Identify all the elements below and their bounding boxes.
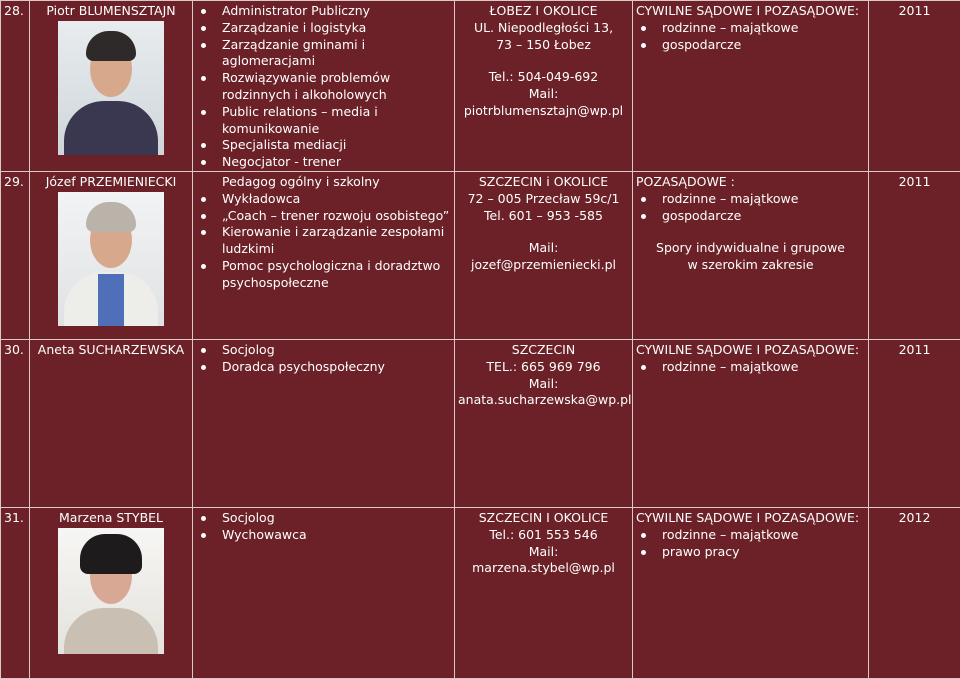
- list-item: Zarządzanie i logistyka: [222, 20, 451, 37]
- list-item: Wykładowca: [222, 191, 451, 208]
- table-row: [1, 1, 960, 172]
- person-name: Marzena STYBEL: [33, 510, 189, 527]
- mail-label: Mail:: [458, 86, 629, 103]
- list-item: rodzinne – majątkowe: [662, 527, 865, 544]
- address-line: SZCZECIN i OKOLICE: [458, 174, 629, 191]
- area-title: POZASĄDOWE :: [636, 174, 865, 191]
- list-item: Socjolog: [222, 342, 451, 359]
- specializations-list: [196, 3, 451, 171]
- area-title: CYWILNE SĄDOWE I POZASĄDOWE:: [636, 3, 865, 20]
- person-name: Piotr BLUMENSZTAJN: [33, 3, 189, 20]
- person-cell: [30, 507, 193, 678]
- area-note-line: w szerokim zakresie: [636, 257, 865, 274]
- area-title: CYWILNE SĄDOWE I POZASĄDOWE:: [636, 510, 865, 527]
- spec-intro: Pedagog ogólny i szkolny: [196, 174, 451, 191]
- areas-list: [636, 527, 865, 561]
- specializations-list: [196, 510, 451, 544]
- email-link[interactable]: anata.sucharzewska@wp.pl: [458, 392, 629, 409]
- person-name: Aneta SUCHARZEWSKA: [33, 342, 189, 359]
- address-line: Tel. 601 – 953 -585: [458, 208, 629, 225]
- address-cell: [455, 339, 633, 507]
- list-item: Pomoc psychologiczna i doradztwo psychospołeczne: [222, 258, 451, 292]
- list-item: Wychowawca: [222, 527, 451, 544]
- specializations-cell: [193, 171, 455, 339]
- person-cell: [30, 339, 193, 507]
- person-cell: [30, 171, 193, 339]
- year-cell: 2011: [869, 339, 960, 507]
- row-number: 28.: [1, 1, 30, 172]
- year-cell: 2011: [869, 171, 960, 339]
- area-cell: [633, 339, 869, 507]
- address-line: ŁOBEZ I OKOLICE: [458, 3, 629, 20]
- areas-list: [636, 20, 865, 54]
- address-line: 73 – 150 Łobez: [458, 37, 629, 54]
- person-cell: [30, 1, 193, 172]
- address-line: 72 – 005 Przecław 59c/1: [458, 191, 629, 208]
- phone-text: TEL.: 665 969 796: [458, 359, 629, 376]
- list-item: Negocjator - trener: [222, 154, 451, 171]
- person-photo: [58, 528, 164, 654]
- list-item: Specjalista mediacji: [222, 137, 451, 154]
- specializations-cell: [193, 339, 455, 507]
- list-item: Public relations – media i komunikowanie: [222, 104, 451, 138]
- area-title: CYWILNE SĄDOWE I POZASĄDOWE:: [636, 342, 865, 359]
- email-link[interactable]: piotrblumensztajn@wp.pl: [458, 103, 629, 120]
- person-name: Józef PRZEMIENIECKI: [33, 174, 189, 191]
- address-line: SZCZECIN I OKOLICE: [458, 510, 629, 527]
- list-item: Administrator Publiczny: [222, 3, 451, 20]
- list-item: rodzinne – majątkowe: [662, 359, 865, 376]
- table-row: [1, 171, 960, 339]
- list-item: gospodarcze: [662, 37, 865, 54]
- list-item: prawo pracy: [662, 544, 865, 561]
- list-item: rodzinne – majątkowe: [662, 20, 865, 37]
- list-item: rodzinne – majątkowe: [662, 191, 865, 208]
- table-row: [1, 339, 960, 507]
- year-cell: 2011: [869, 1, 960, 172]
- mail-label: Mail:: [458, 376, 629, 393]
- list-item: Zarządzanie gminami i aglomeracjami: [222, 37, 451, 71]
- area-cell: [633, 171, 869, 339]
- list-item: Doradca psychospołeczny: [222, 359, 451, 376]
- area-cell: [633, 1, 869, 172]
- year-cell: 2012: [869, 507, 960, 678]
- list-item: „Coach – trener rozwoju osobistego”: [222, 208, 451, 225]
- phone-text: Tel.: 601 553 546: [458, 527, 629, 544]
- table-row: [1, 507, 960, 678]
- address-line: UL. Niepodległości 13,: [458, 20, 629, 37]
- row-number: 31.: [1, 507, 30, 678]
- list-item: Rozwiązywanie problemów rodzinnych i alkoholowych: [222, 70, 451, 104]
- areas-list: [636, 191, 865, 225]
- address-cell: [455, 171, 633, 339]
- email-link[interactable]: Mail: marzena.stybel@wp.pl: [458, 544, 629, 578]
- phone-text: Tel.: 504-049-692: [458, 69, 629, 86]
- person-photo: [58, 21, 164, 155]
- address-cell: [455, 507, 633, 678]
- areas-list: [636, 359, 865, 376]
- list-item: Socjolog: [222, 510, 451, 527]
- row-number: 29.: [1, 171, 30, 339]
- row-number: 30.: [1, 339, 30, 507]
- specializations-cell: [193, 1, 455, 172]
- specializations-cell: [193, 507, 455, 678]
- person-photo: [58, 192, 164, 326]
- specializations-list: [196, 191, 451, 292]
- area-note-line: Spory indywidualne i grupowe: [636, 240, 865, 257]
- specializations-list: [196, 342, 451, 376]
- address-line: SZCZECIN: [458, 342, 629, 359]
- list-item: gospodarcze: [662, 208, 865, 225]
- address-cell: [455, 1, 633, 172]
- email-link[interactable]: Mail: jozef@przemieniecki.pl: [458, 240, 629, 274]
- area-cell: [633, 507, 869, 678]
- list-item: Kierowanie i zarządzanie zespołami ludzkimi: [222, 224, 451, 258]
